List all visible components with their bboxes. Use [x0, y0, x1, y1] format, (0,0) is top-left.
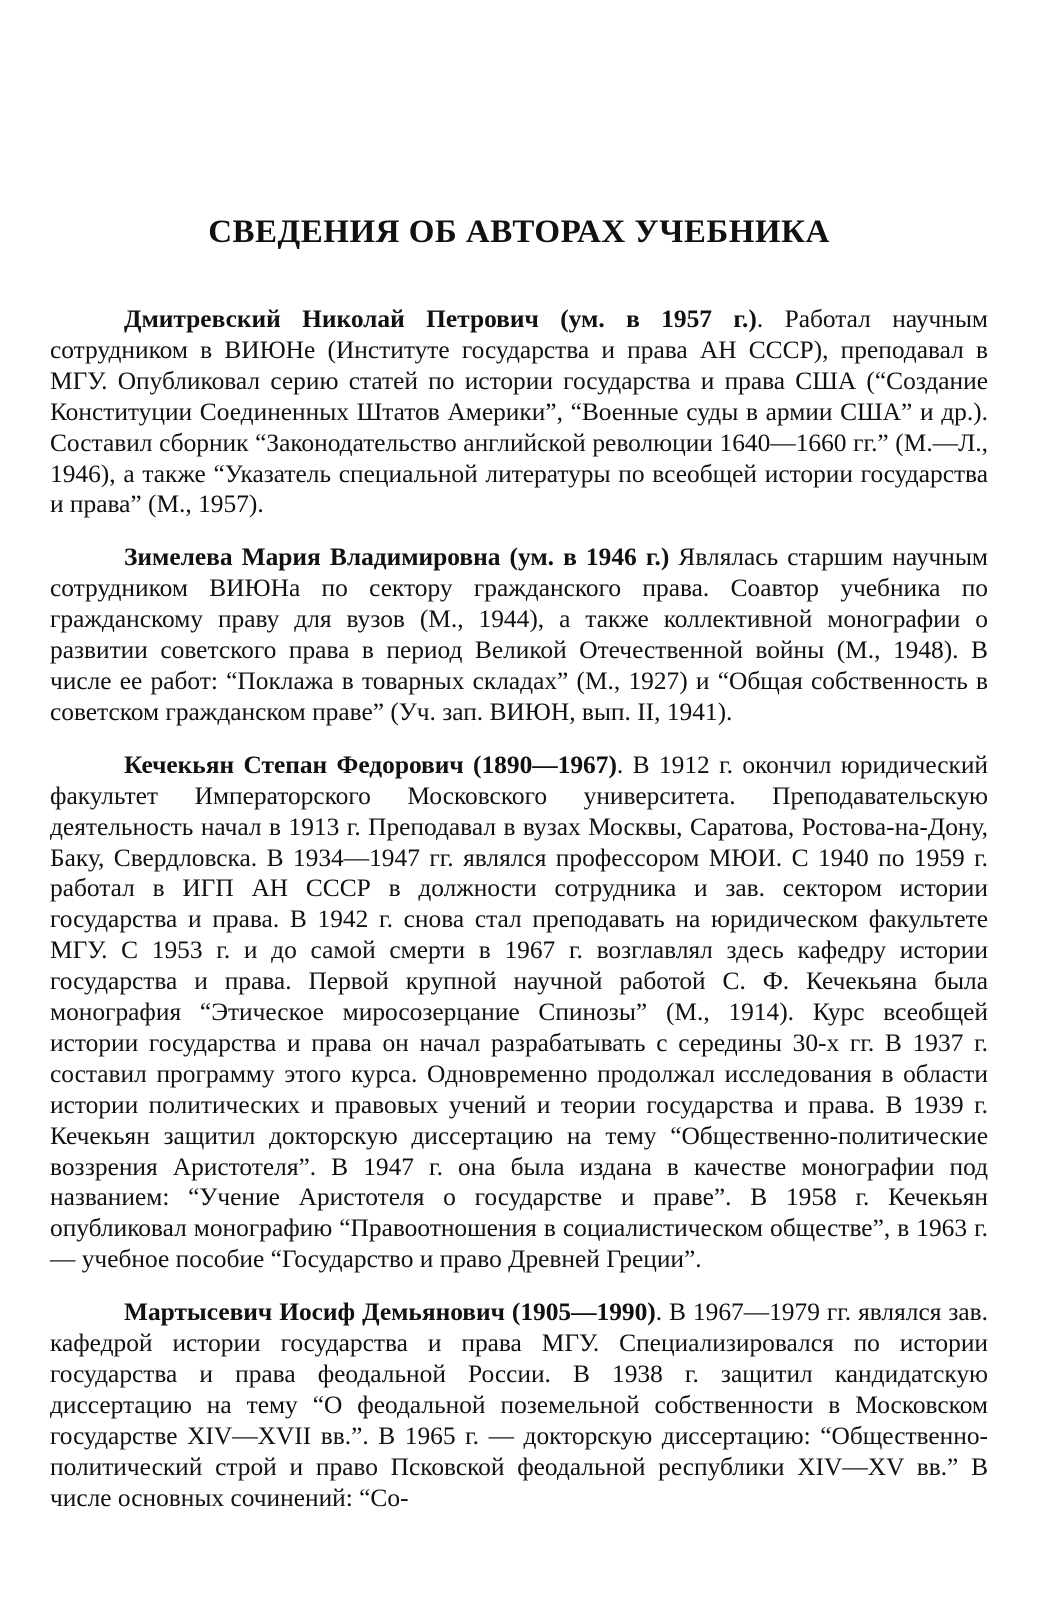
author-bio: Являлась старшим научным сотрудником ВИЮНа по сектору гражданского права. Соавтор учебника по гражданскому праву для вузов (М., 1944), а также коллективной монографии о развитии советского права в период Великой Отечественной войны (М., 1948). В числе ее работ: “Поклажа в товарных складах” (М., 1927) и “Общая собственность в советском гражданском праве” (Уч. зап. ВИЮН, вып. II, 1941). — [50, 543, 988, 726]
author-entry-zimeleva — [50, 542, 988, 727]
author-name: Мартысевич Иосиф Демьянович (1905—1990) — [124, 1298, 656, 1327]
author-bio: . В 1967—1979 гг. являлся зав. кафедрой истории государства и права МГУ. Специализировался по истории государства и права феодальной России. В 1938 г. защитил кандидатскую диссертацию на тему “О феодальной поземельной собственности в Московском государстве XIV—XVII вв.”. В 1965 г. — докторскую диссертацию: “Общественно-политический строй и право Псковской феодальной республики XIV—XV вв.” В числе основных сочинений: “Со- — [50, 1298, 988, 1512]
author-name: Зимелева Мария Владимировна (ум. в 1946 г.) — [124, 543, 670, 572]
page-title: СВЕДЕНИЯ ОБ АВТОРАХ УЧЕБНИКА — [208, 214, 830, 250]
author-entry-kechekyan — [50, 750, 988, 1275]
author-bio: . Работал научным сотрудником в ВИЮНе (Институте государства и права АН СССР), преподавал в МГУ. Опубликовал серию статей по истории государства и права США (“Создание Конституции Соединенных Штатов Америки”, “Военные суды в армии США” и др.). Составил сборник “Законодательство английской революции 1640—1660 гг.” (М.—Л., 1946), а также “Указатель специальной литературы по всеобщей истории государства и права” (М., 1957). — [50, 305, 988, 519]
author-entry-dmitrevsky — [50, 304, 988, 520]
document-page — [50, 212, 988, 1536]
author-name: Кечекьян Степан Федорович (1890—1967) — [124, 750, 617, 779]
author-entry-martysevich — [50, 1297, 988, 1513]
author-name: Дмитревский Николай Петрович (ум. в 1957 г.) — [124, 305, 757, 333]
author-bio: . В 1912 г. окончил юридический факультет Императорского Московского университета. Преподавательскую деятельность начал в 1913 г. Преподавал в вузах Москвы, Саратова, Ростова-на-Дону, Баку, Свердловска. В 1934—1947 гг. являлся профессором МЮИ. С 1940 по 1959 г. работал в ИГП АН СССР в должности сотрудника и зав. сектором истории государства и права. В 1942 г. снова стал преподавать на юридическом факультете МГУ. С 1953 г. и до самой смерти в 1967 г. возглавлял здесь кафедру истории государства и права. Первой крупной научной работой С. Ф. Кечекьяна была монография “Этическое миросозерцание Спинозы” (М., 1914). Курс всеобщей истории государства и права он начал разрабатывать с середины 30-х гг. В 1937 г. составил программу этого курса. Одновременно продолжал исследования в области истории политических и правовых учений и теории государства и права. В 1939 г. Кечекьян защитил докторскую диссертацию на тему “Общественно-политические воззрения Аристотеля”. В 1947 г. она была издана в качестве монографии под названием: “Учение Аристотеля о государстве и праве”. В 1958 г. Кечекьян опубликовал монографию “Правоотношения в социалистическом обществе”, в 1963 г. — учебное пособие “Государство и право Древней Греции”. — [50, 750, 988, 1274]
